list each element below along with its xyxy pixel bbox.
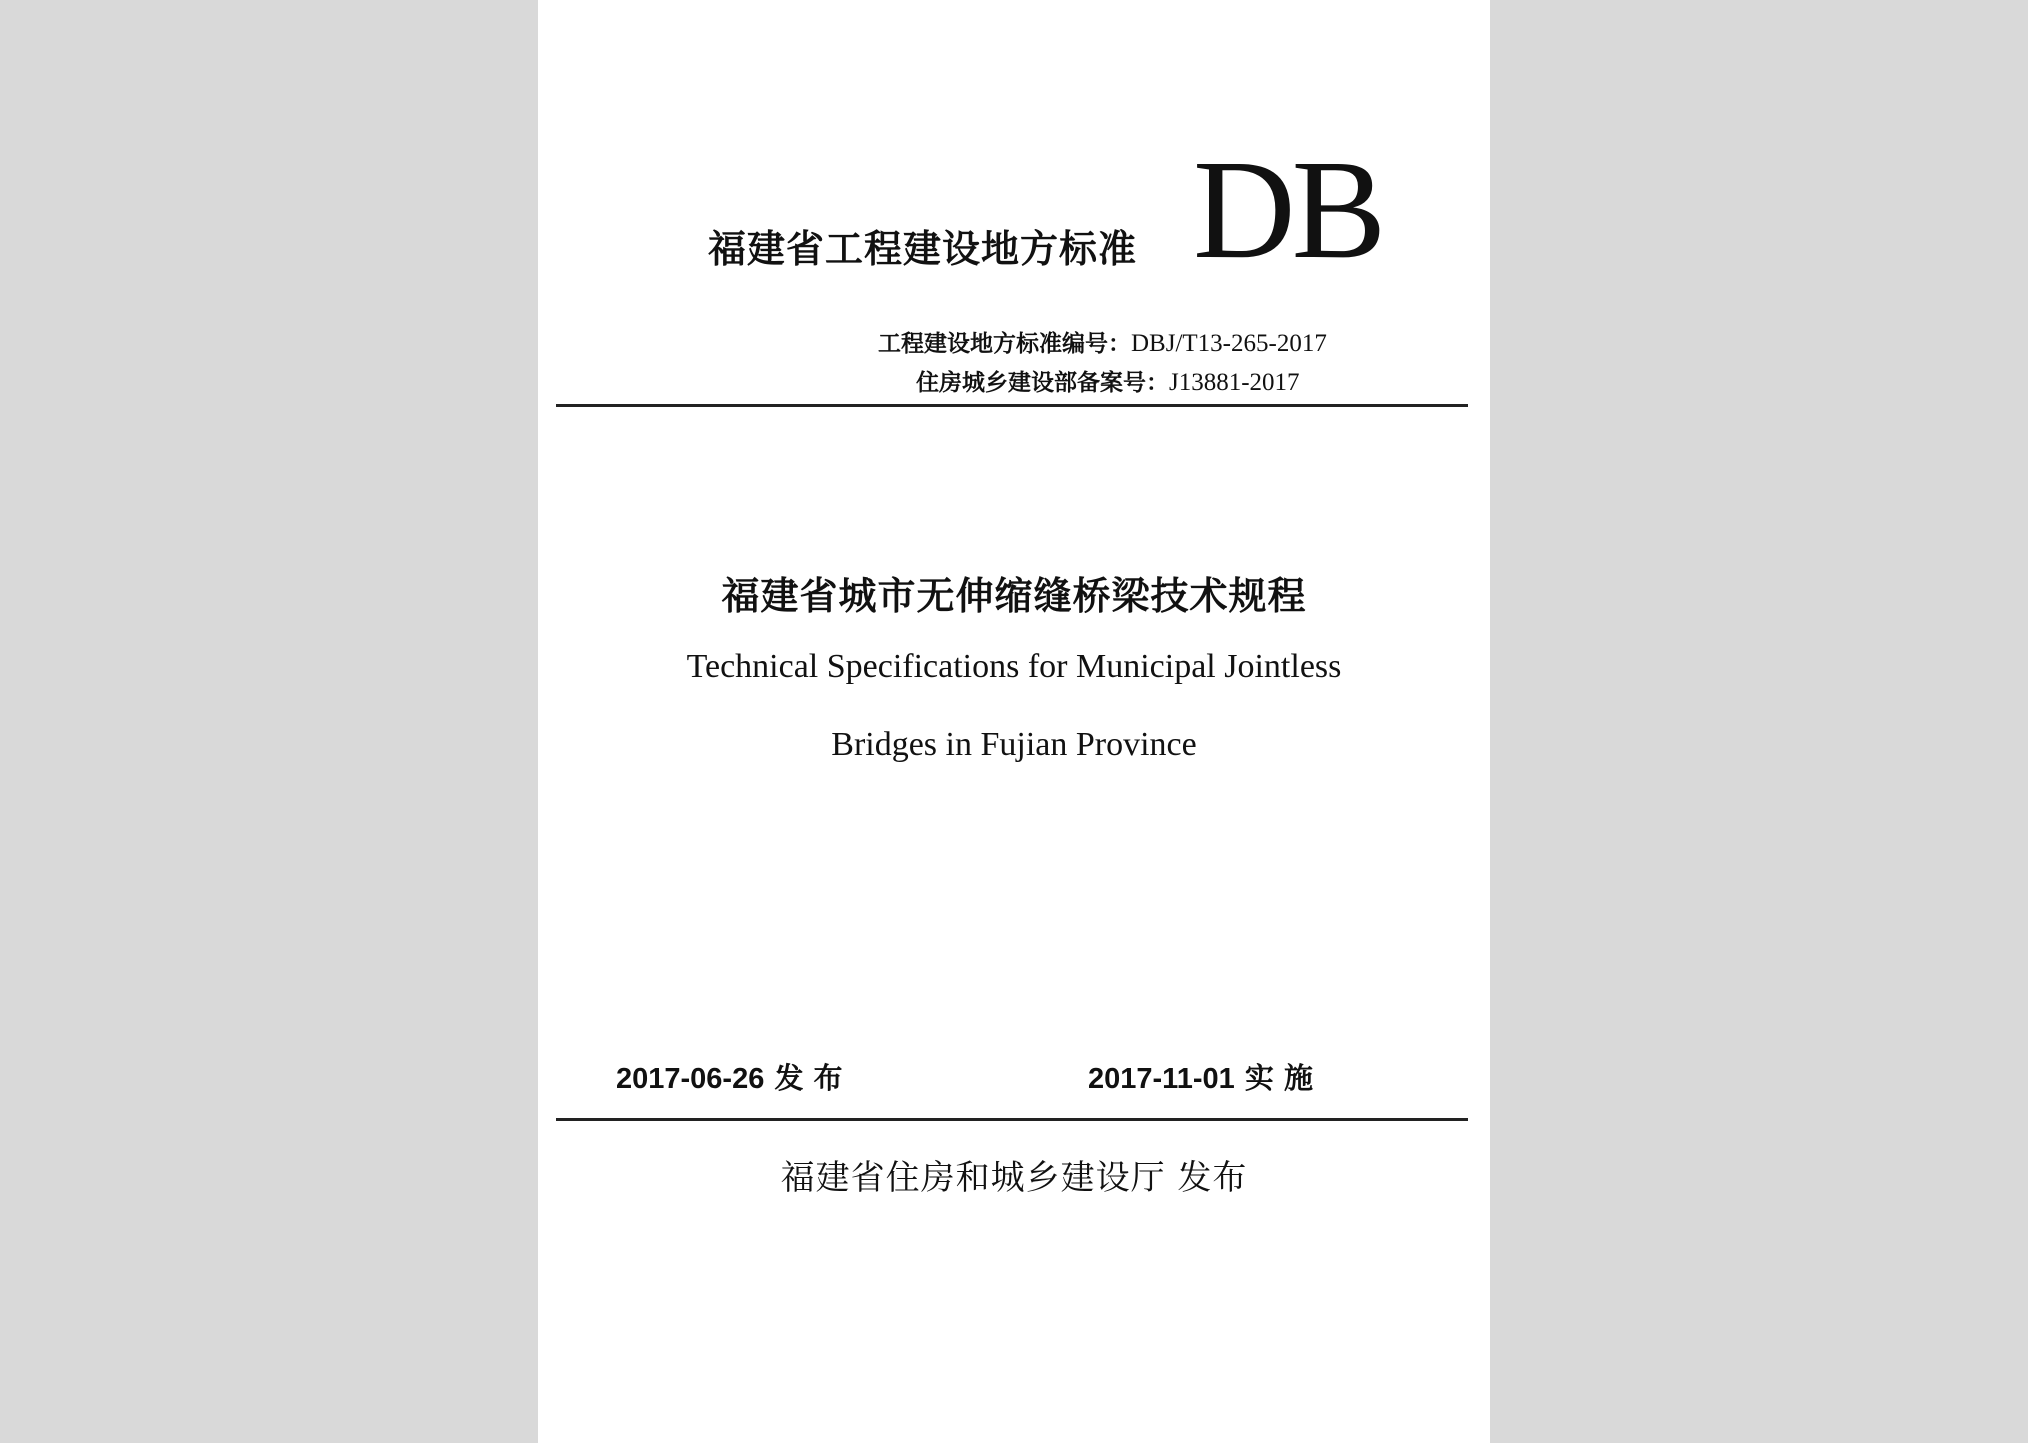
standard-code-line (878, 325, 1327, 358)
standard-category: 福建省工程建设地方标准 (708, 227, 1138, 271)
issue-label: 发 布 (774, 1061, 843, 1095)
standard-code-value: DBJ/T13-265-2017 (1131, 330, 1327, 357)
effective-label: 实 施 (1244, 1061, 1313, 1095)
issue-date (616, 1056, 843, 1097)
effective-date (1088, 1056, 1313, 1097)
bottom-divider (556, 1118, 1468, 1121)
effective-date-value: 2017-11-01 (1088, 1063, 1235, 1095)
title-english-line-2: Bridges in Fujian Province (831, 726, 1197, 763)
title-english-line-1: Technical Specifications for Municipal Jointless (686, 648, 1342, 685)
standard-code-label: 工程建设地方标准编号： (878, 331, 1131, 357)
title-chinese: 福建省城市无伸缩缝桥梁技术规程 (721, 574, 1307, 618)
db-logo: DB (1193, 130, 1383, 288)
issue-date-value: 2017-06-26 (616, 1063, 765, 1095)
top-divider (556, 404, 1468, 407)
record-code-value: J13881-2017 (1169, 369, 1300, 396)
record-code-label: 住房城乡建设部备案号： (916, 370, 1169, 396)
publisher: 福建省住房和城乡建设厅 发布 (780, 1158, 1248, 1198)
document-page (538, 0, 1490, 1443)
record-code-line (916, 364, 1300, 397)
